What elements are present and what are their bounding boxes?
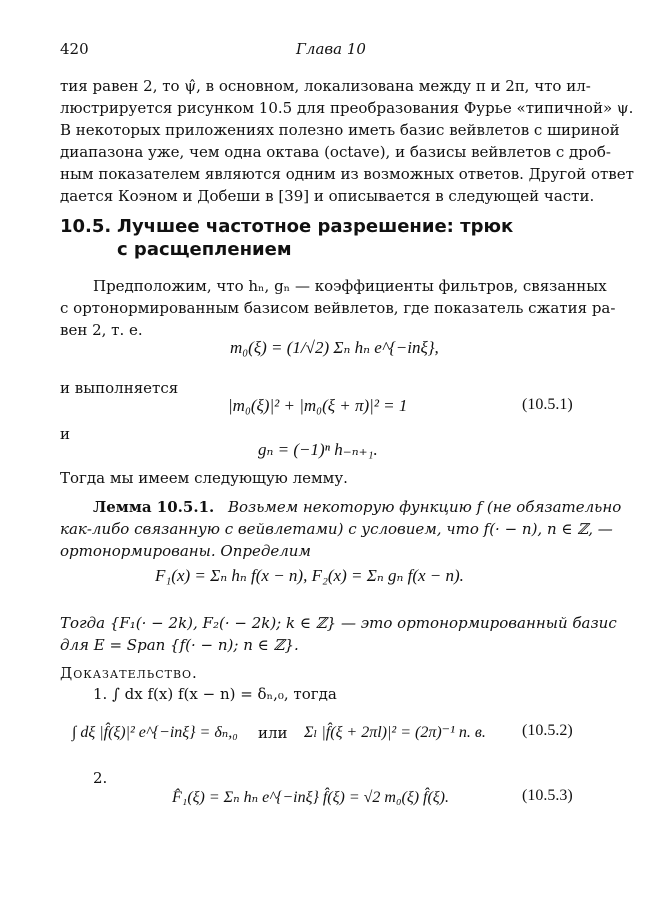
proof-heading: Доказательство. [60, 664, 198, 682]
equation-F1-F2: F₁(x) = Σₙ hₙ f(x − n), F₂(x) = Σₙ gₙ f(x − n). [155, 566, 464, 585]
lemma-line-3: ортонормированы. Определим [60, 542, 311, 560]
section-title-line-1: Лучшее частотное разрешение: трюк [117, 216, 514, 237]
and-holds-text: и выполняется [60, 379, 179, 397]
lemma-line-1: Возьмем некоторую функцию f (не обязательно [228, 498, 622, 516]
proof-item-2: 2. [93, 769, 108, 787]
equation-label-10-5-2: (10.5.2) [522, 722, 573, 739]
para1-line-2: с ортонормированным базисом вейвлетов, где показатель сжатия ра- [60, 299, 616, 317]
equation-gn: gₙ = (−1)ⁿ h₋ₙ₊₁. [258, 440, 378, 459]
section-title-line-2: с расщеплением [117, 239, 292, 260]
equation-10-5-2-right: Σₗ |f̂(ξ + 2πl)|² = (2π)⁻¹ п. в. [304, 724, 486, 741]
equation-10-5-1: |m₀(ξ)|² + |m₀(ξ + π)|² = 1 [228, 396, 408, 415]
lemma-line-2: как-либо связанную с вейвлетами) с условием, что f(· − n), n ∈ ℤ, — [60, 520, 613, 538]
running-head: Глава 10 [296, 40, 366, 58]
intro-line-6: дается Коэном и Добеши в [39] и описывается в следующей части. [60, 187, 595, 205]
equation-label-10-5-3: (10.5.3) [522, 787, 573, 804]
lemma-label: Лемма 10.5.1. [93, 498, 215, 516]
lemma-conclusion-line-1: Тогда {F₁(· − 2k), F₂(· − 2k); k ∈ ℤ} — это ортонормированный базис [60, 614, 617, 632]
equation-m0: m₀(ξ) = (1/√2) Σₙ hₙ e^{−inξ}, [230, 338, 439, 357]
intro-line-4: диапазона уже, чем одна октава (octave), и базисы вейвлетов с дроб- [60, 143, 611, 161]
lemma-conclusion-line-2: для E = Span {f(· − n); n ∈ ℤ}. [60, 636, 299, 654]
intro-line-1: тия равен 2, то ψ̂, в основном, локализована между π и 2π, что ил- [60, 77, 591, 95]
section-number: 10.5. [60, 216, 112, 237]
equation-10-5-2-or: или [258, 724, 288, 742]
intro-line-3: В некоторых приложениях полезно иметь базис вейвлетов с шириной [60, 121, 620, 139]
intro-line-2: люстрируется рисунком 10.5 для преобразования Фурье «типичной» ψ. [60, 99, 634, 117]
equation-10-5-2-left: ∫ dξ |f̂(ξ)|² e^{−inξ} = δₙ,₀ [72, 724, 238, 741]
proof-item-1: 1. ∫ dx f(x) f(x − n) = δₙ,₀, тогда [93, 685, 337, 703]
and-text: и [60, 425, 70, 443]
para1-line-1: Предположим, что hₙ, gₙ — коэффициенты фильтров, связанных [93, 277, 607, 295]
equation-10-5-3: F̂₁(ξ) = Σₙ hₙ e^{−inξ} f̂(ξ) = √2 m₀(ξ) f̂(ξ). [172, 789, 449, 806]
intro-line-5: ным показателем являются одним из возможных ответов. Другой ответ [60, 165, 634, 183]
then-lemma-text: Тогда мы имеем следующую лемму. [60, 469, 348, 487]
equation-label-10-5-1: (10.5.1) [522, 396, 573, 413]
para1-line-3: вен 2, т. е. [60, 321, 143, 339]
page-number: 420 [60, 40, 89, 58]
